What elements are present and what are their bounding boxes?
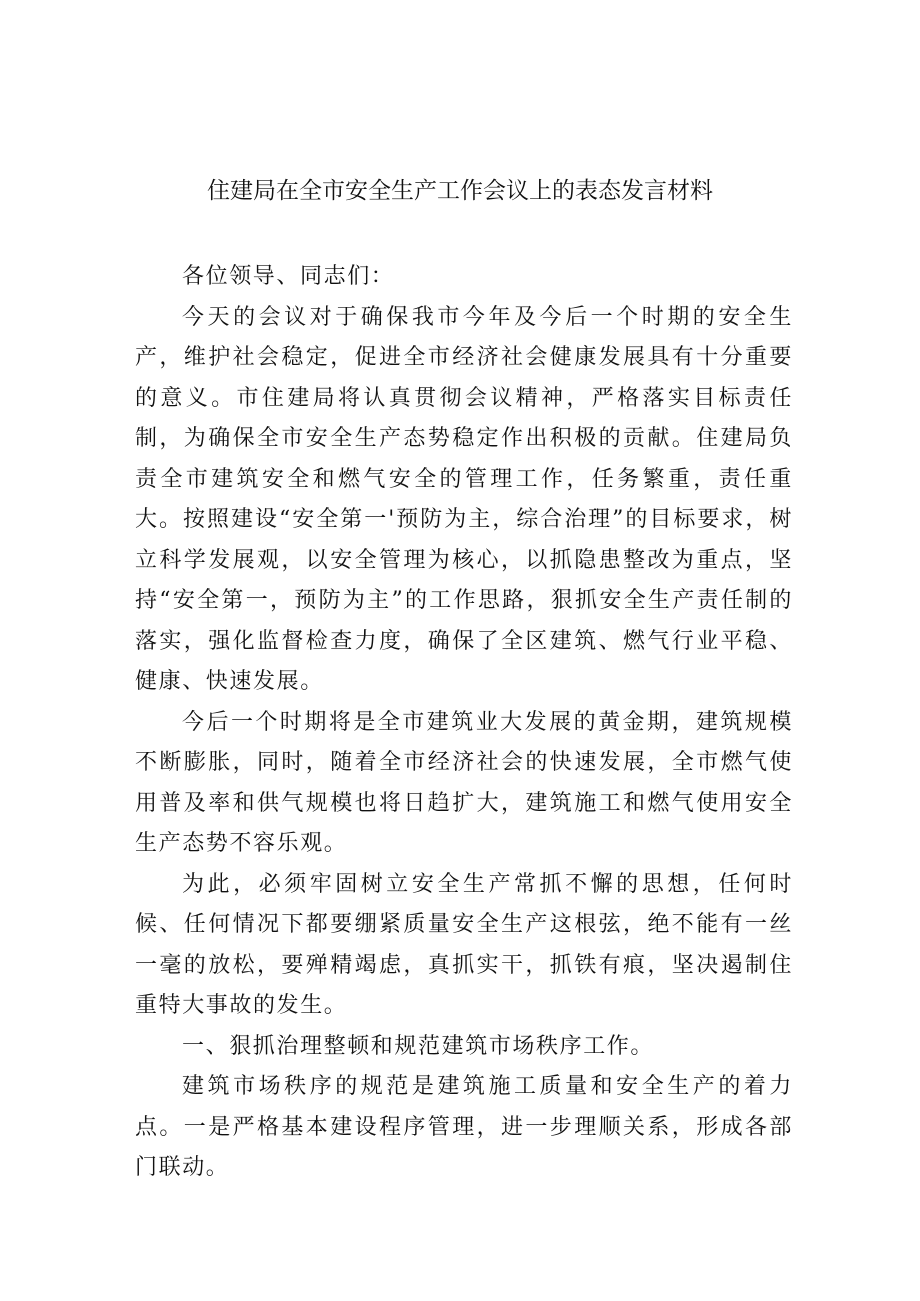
document-body: [135, 257, 793, 1189]
body-paragraph-3: 为此，必须牢固树立安全生产常抓不懈的思想，任何时候、任何情况下都要绷紧质量安全生产这根弦，绝不能有一丝一毫的放松，要殚精竭虑，真抓实干，抓铁有痕，坚决遏制住重特大事故的发生。: [135, 871, 793, 1018]
body-paragraph-2: 今后一个时期将是全市建筑业大发展的黄金期，建筑规模不断膨胀，同时，随着全市经济社会的快速发展，全市燃气使用普及率和供气规模也将日趋扩大，建筑施工和燃气使用安全生产态势不容乐观。: [135, 709, 793, 856]
document-title: 住建局在全市安全生产工作会议上的表态发言材料: [207, 178, 713, 204]
section-heading-1: 一、狠抓治理整顿和规范建筑市场秩序工作。: [182, 1033, 655, 1059]
salutation: 各位领导、同志们：: [182, 264, 395, 289]
body-paragraph-4: 建筑市场秩序的规范是建筑施工质量和安全生产的着力点。一是严格基本建设程序管理，进一步理顺关系，形成各部门联动。: [135, 1074, 793, 1180]
body-paragraph-1: 今天的会议对于确保我市今年及今后一个时期的安全生产，维护社会稳定，促进全市经济社会健康发展具有十分重要的意义。市住建局将认真贯彻会议精神，严格落实目标责任制，为确保全市安全生产态势稳定作出积极的贡献。住建局负责全市建筑安全和燃气安全的管理工作，任务繁重，责任重大。按照建设“安全第一'预防为主，综合治理”的目标要求，树立科学发展观，以安全管理为核心，以抓隐患整改为重点，坚持“安全第一，预防为主”的工作思路，狠抓安全生产责任制的落实，强化监督检查力度，确保了全区建筑、燃气行业平稳、健康、快速发展。: [135, 304, 793, 694]
